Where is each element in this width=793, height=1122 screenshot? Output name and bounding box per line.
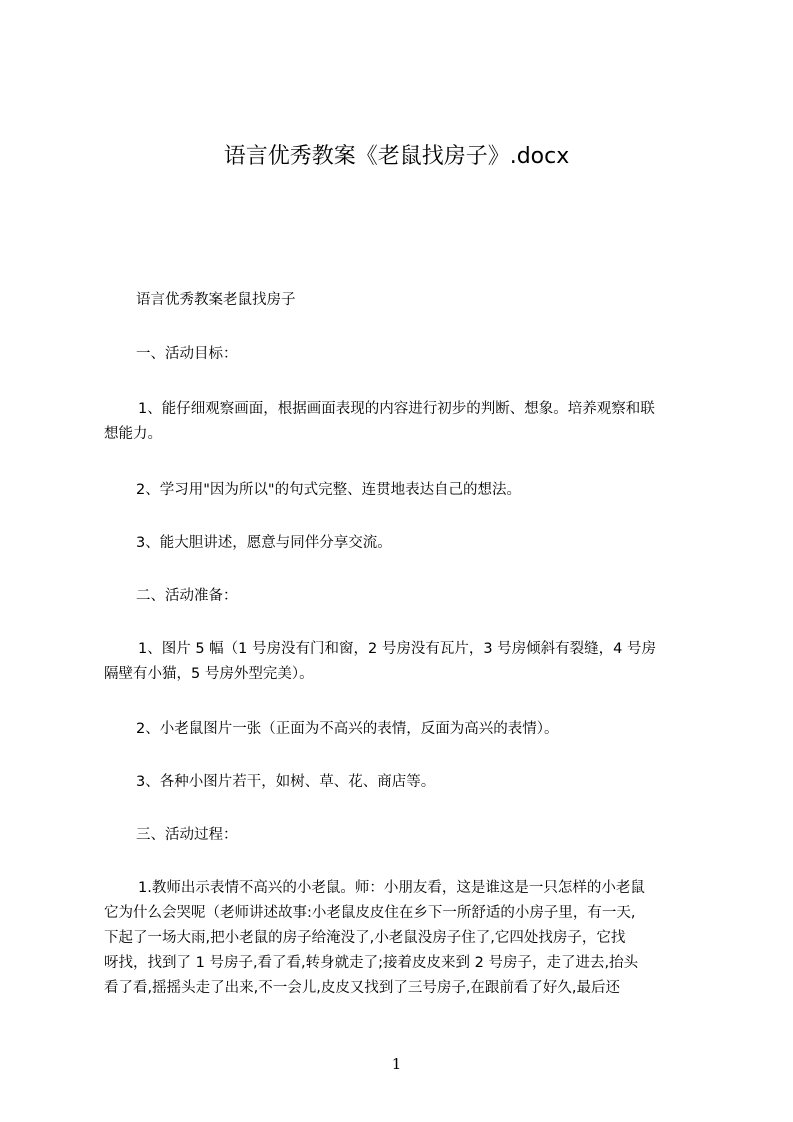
process-item-1-line-1: 1.教师出示表情不高兴的小老鼠。师：小朋友看，这是谁这是一只怎样的小老鼠	[138, 880, 645, 896]
section-heading-process: 三、活动过程：	[136, 827, 238, 843]
process-item-1	[104, 876, 700, 1001]
process-item-1-line-4: 呀找，找到了 1 号房子,看了看,转身就走了;接着皮皮来到 2 号房子，走了进去,抬头	[104, 955, 639, 971]
document-subtitle: 语言优秀教案老鼠找房子	[136, 292, 296, 308]
document-title: 语言优秀教案《老鼠找房子》.docx	[223, 144, 570, 169]
prep-item-2: 2、小老鼠图片一张（正面为不高兴的表情，反面为高兴的表情）。	[136, 721, 559, 737]
goal-item-2: 2、学习用"因为所以"的句式完整、连贯地表达自己的想法。	[136, 482, 522, 498]
prep-item-1-line-2: 隔壁有小猫，5 号房外型完美）。	[104, 666, 314, 682]
goal-item-1-line-2: 想能力。	[104, 426, 162, 442]
prep-item-1-line-1: 1、图片 5 幅（1 号房没有门和窗，2 号房没有瓦片，3 号房倾斜有裂缝，4 号房	[138, 641, 657, 657]
process-item-1-line-3: 下起了一场大雨,把小老鼠的房子给淹没了,小老鼠没房子住了,它四处找房子，它找	[104, 930, 626, 946]
goal-item-1	[104, 397, 700, 447]
page-number: 1	[391, 1055, 402, 1073]
goal-item-1-line-1: 1、能仔细观察画面，根据画面表现的内容进行初步的判断、想象。培养观察和联	[138, 401, 655, 417]
process-item-1-line-5: 看了看,摇摇头走了出来,不一会儿,皮皮又找到了三号房子,在跟前看了好久,最后还	[104, 980, 621, 996]
section-heading-goals: 一、活动目标：	[136, 346, 238, 362]
process-item-1-line-2: 它为什么会哭呢（老师讲述故事:小老鼠皮皮住在乡下一所舒适的小房子里，有一天,	[104, 905, 636, 921]
section-heading-preparation: 二、活动准备：	[136, 588, 238, 604]
prep-item-3: 3、各种小图片若干，如树、草、花、商店等。	[136, 774, 436, 790]
prep-item-1	[104, 637, 700, 687]
goal-item-3: 3、能大胆讲述，愿意与同伴分享交流。	[136, 535, 392, 551]
